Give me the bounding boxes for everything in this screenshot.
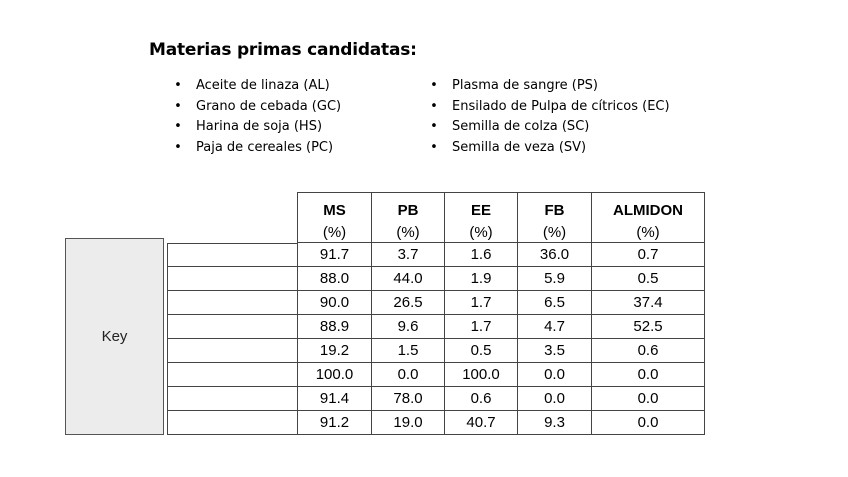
table-cell: 36.0 bbox=[518, 243, 592, 267]
key-row-column bbox=[167, 243, 298, 435]
column-unit: (%) bbox=[298, 223, 372, 243]
table-row bbox=[298, 339, 705, 363]
table-cell: 0.5 bbox=[445, 339, 518, 363]
column-header-fb: FB bbox=[518, 193, 592, 223]
table-cell: 0.0 bbox=[372, 363, 445, 387]
table-cell: 0.0 bbox=[518, 363, 592, 387]
list-item: • Semilla de veza (SV) bbox=[428, 138, 670, 159]
key-row-cell bbox=[167, 243, 298, 267]
table-cell: 52.5 bbox=[592, 315, 705, 339]
table-row bbox=[298, 315, 705, 339]
table-row bbox=[298, 411, 705, 435]
table-row bbox=[298, 387, 705, 411]
column-header-pb: PB bbox=[372, 193, 445, 223]
list-item: • Aceite de linaza (AL) bbox=[172, 76, 341, 97]
table-cell: 88.0 bbox=[298, 267, 372, 291]
table-cell: 37.4 bbox=[592, 291, 705, 315]
table-cell: 4.7 bbox=[518, 315, 592, 339]
table-cell: 0.6 bbox=[445, 387, 518, 411]
table-cell: 40.7 bbox=[445, 411, 518, 435]
table-row bbox=[298, 267, 705, 291]
key-row-cell bbox=[167, 291, 298, 315]
table-row bbox=[298, 243, 705, 267]
table-body bbox=[298, 243, 705, 435]
list-item: • Plasma de sangre (PS) bbox=[428, 76, 670, 97]
table-cell: 1.7 bbox=[445, 291, 518, 315]
bullet-icon: • bbox=[430, 78, 438, 93]
list-item: • Harina de soja (HS) bbox=[172, 117, 341, 138]
table-cell: 0.6 bbox=[592, 339, 705, 363]
table-cell: 0.5 bbox=[592, 267, 705, 291]
table-cell: 1.7 bbox=[445, 315, 518, 339]
bullet-icon: • bbox=[174, 139, 182, 155]
table-cell: 9.3 bbox=[518, 411, 592, 435]
table-cell: 91.7 bbox=[298, 243, 372, 267]
table-cell: 100.0 bbox=[298, 363, 372, 387]
table-cell: 0.0 bbox=[592, 387, 705, 411]
table-cell: 44.0 bbox=[372, 267, 445, 291]
key-row-cell bbox=[167, 315, 298, 339]
bullet-icon: • bbox=[430, 98, 438, 114]
table-row bbox=[298, 363, 705, 387]
column-header-ms: MS bbox=[298, 193, 372, 223]
table-cell: 3.5 bbox=[518, 339, 592, 363]
bullet-icon: • bbox=[174, 98, 182, 114]
table-cell: 100.0 bbox=[445, 363, 518, 387]
column-unit: (%) bbox=[518, 223, 592, 243]
table-cell: 1.9 bbox=[445, 267, 518, 291]
key-row-cell bbox=[167, 267, 298, 291]
table-cell: 0.7 bbox=[592, 243, 705, 267]
key-row-cell bbox=[167, 387, 298, 411]
table-cell: 88.9 bbox=[298, 315, 372, 339]
raw-materials-list-left bbox=[172, 76, 341, 158]
composition-table bbox=[297, 192, 705, 435]
column-header-ee: EE bbox=[445, 193, 518, 223]
key-box bbox=[65, 238, 164, 435]
table-cell: 90.0 bbox=[298, 291, 372, 315]
table-cell: 0.0 bbox=[518, 387, 592, 411]
list-item: • Semilla de colza (SC) bbox=[428, 117, 670, 138]
table-cell: 26.5 bbox=[372, 291, 445, 315]
column-header-almidon: ALMIDON bbox=[592, 193, 705, 223]
table-cell: 1.6 bbox=[445, 243, 518, 267]
table-cell: 78.0 bbox=[372, 387, 445, 411]
table-cell: 19.0 bbox=[372, 411, 445, 435]
table-cell: 91.2 bbox=[298, 411, 372, 435]
list-item: • Paja de cereales (PC) bbox=[172, 138, 341, 159]
key-row-cell bbox=[167, 339, 298, 363]
table-cell: 3.7 bbox=[372, 243, 445, 267]
bullet-icon: • bbox=[174, 78, 182, 93]
list-item: • Ensilado de Pulpa de cítricos (EC) bbox=[428, 97, 670, 118]
table-cell: 91.4 bbox=[298, 387, 372, 411]
key-label: Key bbox=[101, 328, 128, 345]
key-row-cell bbox=[167, 411, 298, 435]
table-cell: 6.5 bbox=[518, 291, 592, 315]
table-cell: 0.0 bbox=[592, 411, 705, 435]
column-unit: (%) bbox=[592, 223, 705, 243]
page-title: Materias primas candidatas: bbox=[149, 40, 417, 60]
column-unit: (%) bbox=[445, 223, 518, 243]
key-row-cell bbox=[167, 363, 298, 387]
bullet-icon: • bbox=[430, 139, 438, 155]
table-cell: 19.2 bbox=[298, 339, 372, 363]
column-unit: (%) bbox=[372, 223, 445, 243]
bullet-icon: • bbox=[430, 119, 438, 134]
list-item: • Grano de cebada (GC) bbox=[172, 97, 341, 118]
bullet-icon: • bbox=[174, 119, 182, 134]
table-cell: 0.0 bbox=[592, 363, 705, 387]
table-cell: 9.6 bbox=[372, 315, 445, 339]
table-row bbox=[298, 291, 705, 315]
table-cell: 1.5 bbox=[372, 339, 445, 363]
table-cell: 5.9 bbox=[518, 267, 592, 291]
raw-materials-list-right bbox=[428, 76, 670, 158]
